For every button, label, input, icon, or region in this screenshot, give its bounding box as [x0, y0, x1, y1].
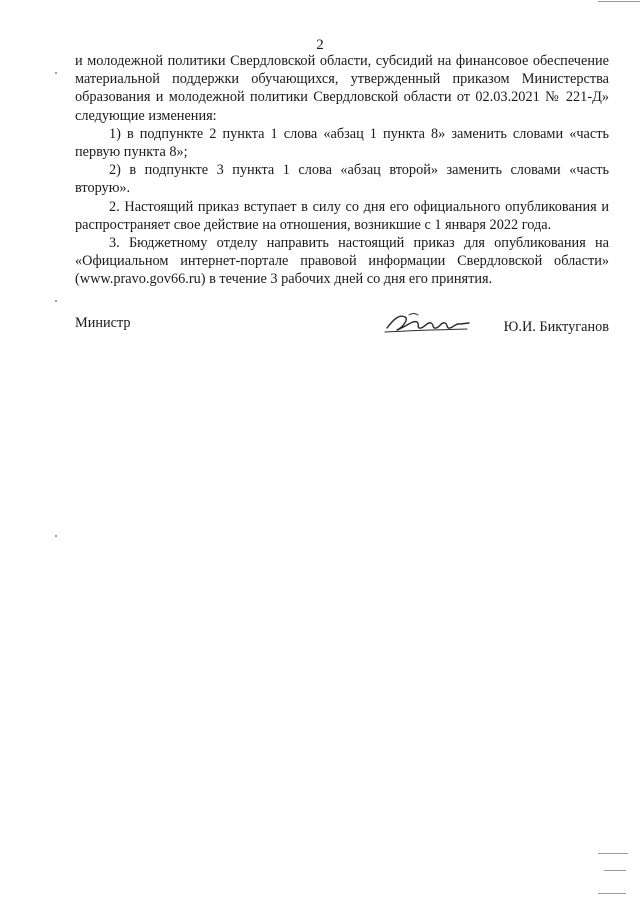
paragraph-clause-2: 2. Настоящий приказ вступает в силу со дня его официального опубликования и распространяет свое действие на отношения, возникшие с 1 января 2022 года. [75, 198, 609, 233]
signatory-title: Министр [75, 315, 131, 331]
paragraph-clause-3: 3. Бюджетному отделу направить настоящий приказ для опубликования на «Официальном интернет-портале правовой информации Свердловской области» (www.pravo.gov66.ru) в течение 3 рабочих дней со дня его принятия. [75, 235, 609, 288]
page-number: 2 [316, 37, 324, 53]
scan-mark-left-1 [55, 72, 57, 74]
paragraph-item-1: 1) в подпункте 2 пункта 1 слова «абзац 1 пункта 8» заменить словами «часть первую пункта 8»; [75, 125, 609, 161]
signature-block [75, 314, 609, 344]
handwritten-signature [383, 308, 473, 340]
paragraph-item-2: 2) в подпункте 3 пункта 1 слова «абзац второй» заменить словами «часть вторую». [75, 162, 609, 197]
scan-mark-bottom-right-3 [598, 893, 626, 894]
document-body [75, 52, 609, 289]
scan-mark-bottom-right-2 [604, 870, 626, 871]
scan-mark-left-3 [55, 535, 57, 537]
signatory-name: Ю.И. Биктуганов [503, 319, 609, 335]
scan-mark-left-2 [55, 300, 57, 302]
scan-mark-bottom-right-1 [598, 853, 628, 854]
scan-mark-top-right [598, 1, 640, 2]
paragraph-continuation: и молодежной политики Свердловской области, субсидий на финансовое обеспечение материальной поддержки обучающихся, утвержденный приказом Министерства образования и молодежной политики Свердловской области от 02.03.2021 № 221-Д» следующие изменения: [75, 53, 609, 124]
